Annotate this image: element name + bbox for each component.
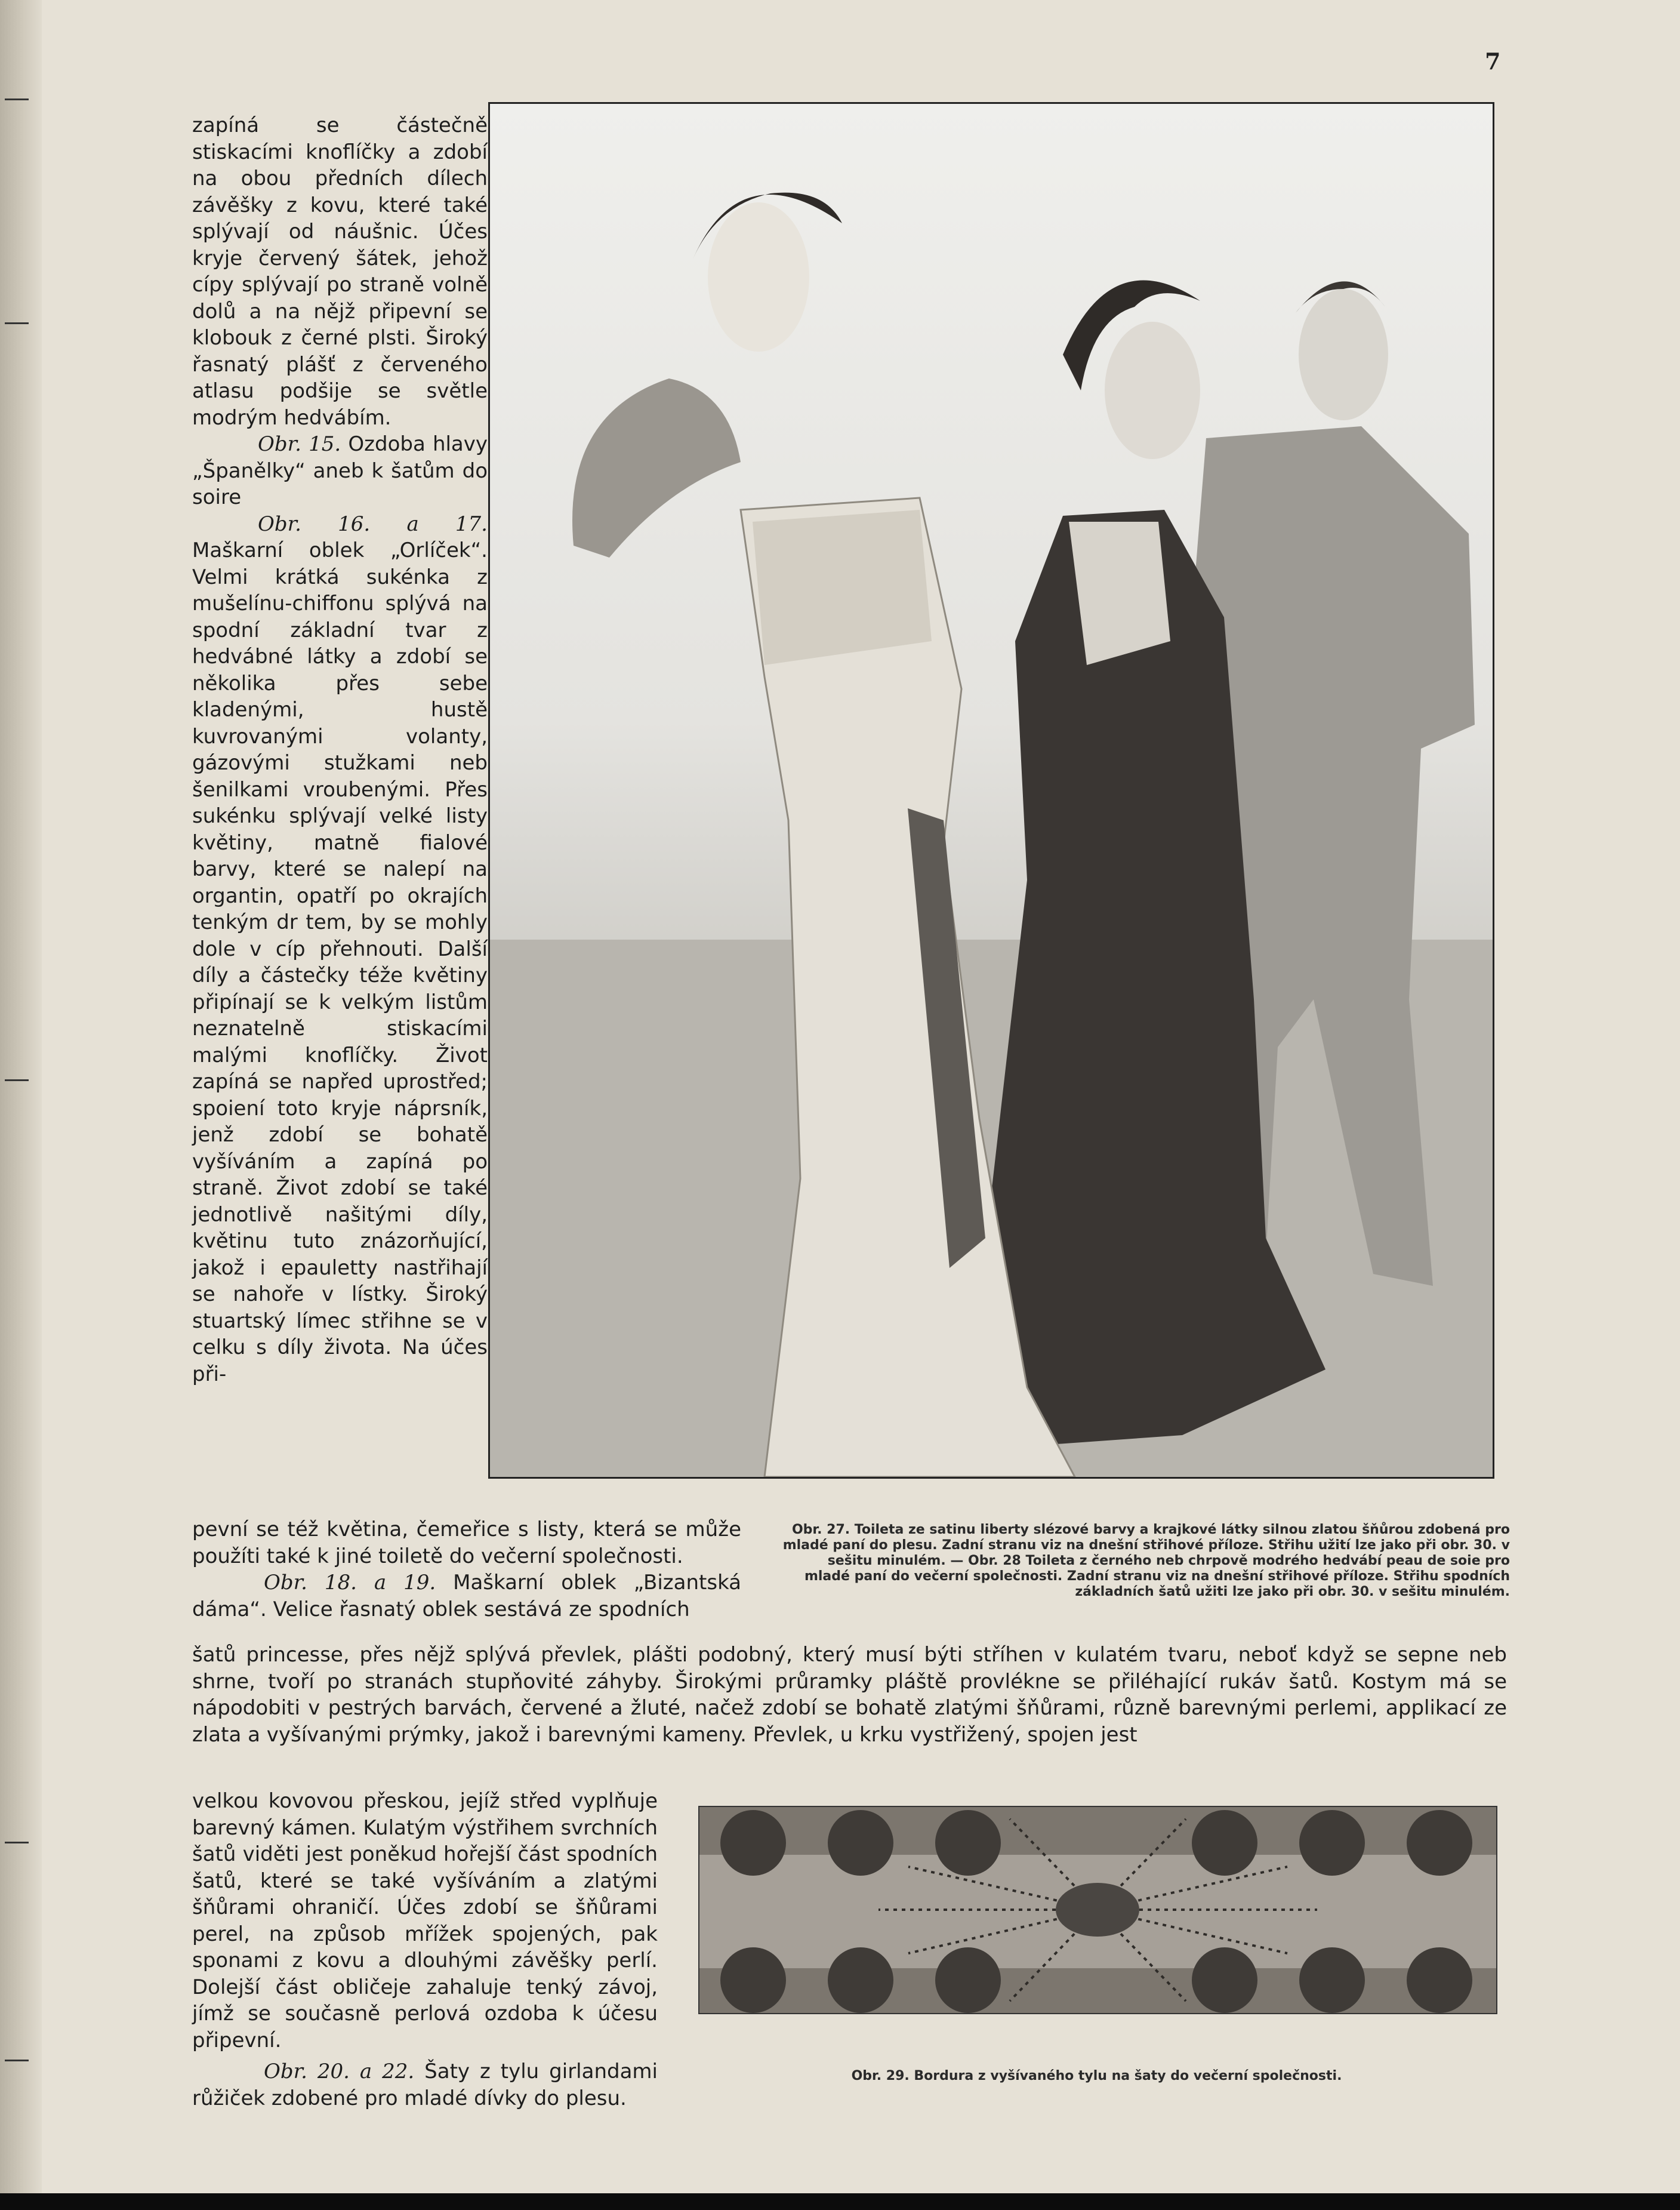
paragraph-text: Maškarní oblek „Orlíček“. Velmi krátká sukénka z mušelínu-chiffonu splývá na spodní základní tvar z hedvábné látky a zdobí se několika přes sebe kladenými, hustě kuvrovanými volanty, gázovými stužkami neb šenilkami vroubenými. Přes sukénku splývají velké listy květiny, matně fialové barvy, které se nalepí na organtin, opatří po okrajích tenkým dr tem, by se mohly dole v cíp přehnouti. Další díly a částečky téže květiny připínají se k velkým listům neznatelně stiskacími malými knoflíčky. Život zapíná se napřed uprostřed; spoiení toto kryje náprsník, jenž zdobí se bohatě vyšíváním a zapíná po straně. Život zdobí se také jednotlivě našitými díly, květinu tuto znázorňující, jakož i epauletty nastřihají se nahoře v lístky. Široký stuartský límec střihne se v celku s díly života. Na účes při- (192, 538, 488, 1386)
lace-border-image (699, 1807, 1496, 2013)
illustration-image (490, 104, 1493, 1477)
paragraph-text: Šaty z tylu girlandami růžiček zdobené pro mladé dívky do plesu. (192, 2060, 658, 2110)
binding-gutter (0, 0, 42, 2210)
paragraph-obr-18 (192, 1569, 741, 1623)
border-figure-caption: Obr. 29. Bordura z vyšívaného tylu na šaty do večerní společnosti. (851, 2069, 1342, 2083)
paragraph-obr-16 (192, 511, 488, 1388)
paragraph: šatů princesse, přes nějž splývá převlek, plášti podobný, který musí býti stříhen v kulatém tvaru, neboť když se sepne neb shrne, tvoří po stranách stupňovité záhyby. Širokými průramky pláště provlékne se přiléhající rukáv šatů. Kostym má se nápodobiti v pestrých barvách, červené a žluté, načež zdobí se bohatě zlatými šňůrami, různě barevnými perlemi, applikací ze zlata a vyšívanými prýmky, jakož i barevnými kameny. Převlek, u krku vystřižený, spojen jest (192, 1643, 1507, 1747)
paragraph-text: Maškarní oblek „Bizantská dáma“. Velice řasnatý oblek sestává ze spodních (192, 1571, 741, 1621)
figure-ref: Obr. 15. (258, 432, 341, 456)
gutter-mark (5, 99, 29, 100)
gutter-mark (5, 2060, 29, 2061)
paragraph: pevní se též květina, čemeřice s listy, která se může použíti také k jiné toiletě do večerní společnosti. (192, 1518, 741, 1568)
lace-border-illustration (698, 1806, 1497, 2014)
paragraph-obr-20 (192, 2058, 658, 2111)
paragraph: zapíná se částečně stiskacími knoflíčky a zdobí na obou předních dílech závěšky z kovu, které také splývají od náušnic. Účes kryje červený šátek, jehož cípy splývají po straně volně dolů a na nějž připevní se klobouk z černé plsti. Široký řasnatý plášť z červeného atlasu podšije se světle modrým hedvábím. (192, 113, 488, 430)
paragraph: velkou kovovou přeskou, jejíž střed vyplňuje barevný kámen. Kulatým výstřihem svrchních šatů viděti jest poněkud hořejší část spodních šatů, které se také vyšíváním a zlatými šňůrami ohraničí. Účes zdobí se šňůrami perel, na způsob mřížek spojených, pak sponami z kovu a dlouhými závěšky perlí. Dolejší část obličeje zahaluje tenký závoj, jímž se současně perlová ozdoba k účesu připevní. (192, 1789, 658, 2052)
scan-bottom-edge (0, 2193, 1680, 2210)
figure-ref: Obr. 20. a 22. (264, 2060, 415, 2083)
wide-text-top (192, 1516, 741, 1623)
gutter-mark (5, 1079, 29, 1081)
gutter-mark (5, 1842, 29, 1843)
paragraph-obr-15 (192, 431, 488, 511)
left-column (192, 112, 488, 1387)
figure-ref: Obr. 18. a 19. (264, 1571, 436, 1595)
main-figure-caption: Obr. 27. Toileta ze satinu liberty slézové barvy a krajkové látky silnou zlatou šňůrou zdobená pro mladé paní do plesu. Zadní stranu viz na dnešní střihové příloze. Střihu užití lze jako při obr. 30. v sešitu minulém. — Obr. 28 Toileta z černého neb chrpově modrého hedvábí peau de soie pro mladé paní do večerní společnosti. Zadní stranu viz na dnešní střihové příloze. Střihu spodních základních šatů užiti lze jako při obr. 30. v sešitu minulém. (782, 1522, 1510, 1599)
paragraph-text: Ozdoba hlavy „Španělky“ aneb k šatům do soire (192, 432, 488, 509)
page-number: 7 (1485, 48, 1501, 75)
wide-text-full (192, 1642, 1507, 1748)
figure-ref: Obr. 16. a 17. (258, 512, 488, 536)
fashion-illustration (488, 102, 1494, 1479)
bottom-column (192, 1788, 658, 2111)
gutter-mark (5, 322, 29, 324)
